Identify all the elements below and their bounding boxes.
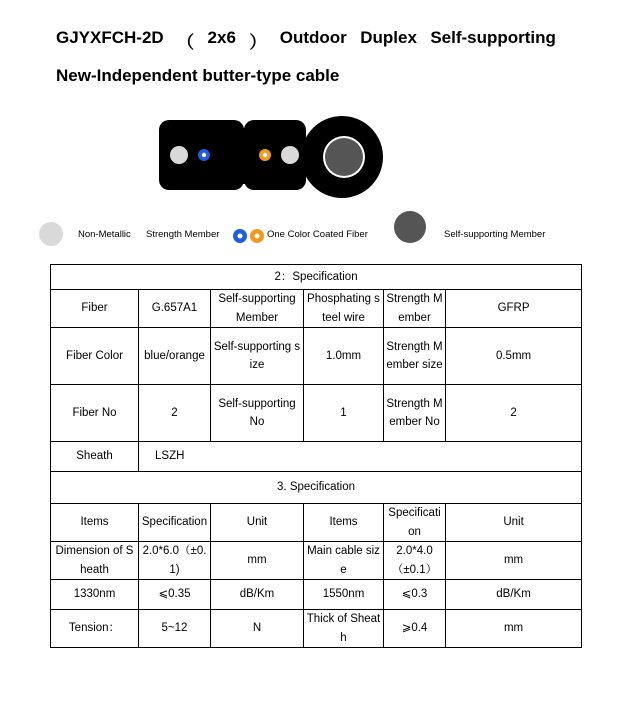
spec3-cell: mm (446, 542, 582, 580)
spec3-cell: 2.0*4.0（±0.1） (384, 542, 446, 580)
non-metallic-swatch (38, 221, 64, 247)
spec3-cell: dB/Km (446, 580, 582, 610)
spec2-cell: GFRP (446, 290, 582, 328)
coated-fiber-label: One Color Coated Fiber (267, 229, 368, 240)
spec2-cell: Phosphating steel wire (304, 290, 384, 328)
spec3-cell: mm (211, 542, 304, 580)
legend (0, 208, 623, 248)
spec3-cell: Thick of Sheath (304, 610, 384, 648)
self-supporting-swatch (393, 210, 427, 244)
spec2-cell: Fiber No (51, 385, 139, 442)
spec3-cell: 1330nm (51, 580, 139, 610)
strength-member-left (170, 146, 188, 164)
spec2-cell: Fiber (51, 290, 139, 328)
spec-table (50, 264, 582, 648)
spec3-cell: ⩽0.35 (139, 580, 211, 610)
spec2-cell: 0.5mm (446, 328, 582, 385)
title-word: Outdoor (279, 28, 347, 47)
spec2-cell: Self-supporting Member (211, 290, 304, 328)
spec3-cell: 1550nm (304, 580, 384, 610)
sheath-value: LSZH (139, 442, 582, 472)
spec3-header: Items (51, 504, 139, 542)
spec3-cell: 5~12 (139, 610, 211, 648)
spec2-cell: 2 (446, 385, 582, 442)
spec3-cell: Main cable size (304, 542, 384, 580)
title-word: ） (249, 33, 267, 52)
spec2-cell: Self-supporting No (211, 385, 304, 442)
spec3-cell: mm (446, 610, 582, 648)
title-word: Self-supporting (430, 28, 556, 47)
spec2-cell: Self-supporting size (211, 328, 304, 385)
spec2-cell: blue/orange (139, 328, 211, 385)
spec2-cell: Strength Member (384, 290, 446, 328)
strength-member-label: Strength Member (146, 229, 220, 240)
spec3-cell: dB/Km (211, 580, 304, 610)
self-supporting-label: Self-supporting Member (444, 229, 546, 240)
non-metallic-label: Non-Metallic (78, 229, 131, 240)
title-line-1 (56, 28, 556, 53)
spec3-cell: ⩽0.3 (384, 580, 446, 610)
spec2-cell: Strength Member No (384, 385, 446, 442)
title-word: （ (177, 33, 195, 52)
title-word: Duplex (360, 28, 417, 47)
spec3-title: 3. Specification (51, 472, 582, 504)
spec2-title: 2：Specification (51, 265, 582, 290)
spec2-cell: 1 (304, 385, 384, 442)
spec3-header: Items (304, 504, 384, 542)
spec2-cell: 2 (139, 385, 211, 442)
spec3-cell: ⩾0.4 (384, 610, 446, 648)
spec3-cell: 2.0*6.0（±0.1) (139, 542, 211, 580)
coated-fiber-swatch (232, 228, 266, 244)
title-word: GJYXFCH-2D (56, 28, 164, 47)
fiber-blue-core (202, 153, 206, 157)
fiber-orange-core (263, 153, 267, 157)
spec2-cell: Strength Member size (384, 328, 446, 385)
spec3-header: Unit (446, 504, 582, 542)
spec3-cell: Tension： (51, 610, 139, 648)
spec3-cell: N (211, 610, 304, 648)
spec3-header: Specification (384, 504, 446, 542)
spec3-header: Specification (139, 504, 211, 542)
spec3-header: Unit (211, 504, 304, 542)
spec2-cell: Fiber Color (51, 328, 139, 385)
spec2-cell: G.657A1 (139, 290, 211, 328)
self-supporting-member (325, 138, 363, 176)
cable-cross-section (156, 114, 386, 200)
spec2-cell: 1.0mm (304, 328, 384, 385)
title-line-2: New-Independent butter-type cable (56, 66, 340, 85)
sheath-label: Sheath (51, 442, 139, 472)
strength-member-right (281, 146, 299, 164)
spec3-cell: Dimension of Sheath (51, 542, 139, 580)
title-word: 2x6 (207, 28, 236, 47)
